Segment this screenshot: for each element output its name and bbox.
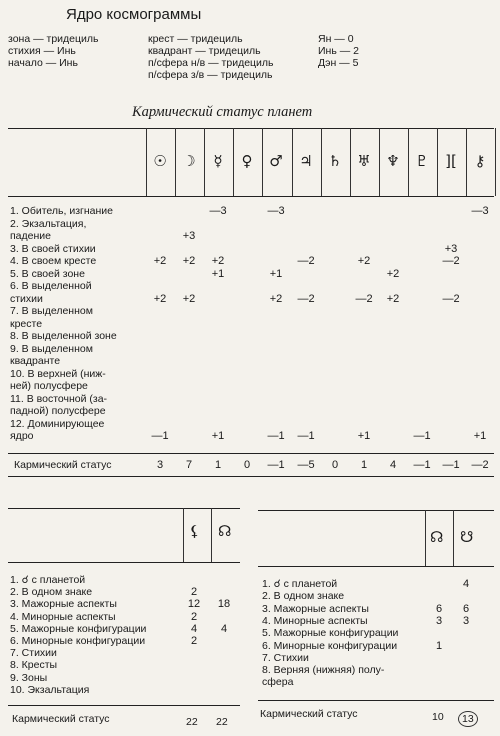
karmic-cell-value: —3 (471, 205, 489, 217)
karmic-cell-value: —2 (297, 293, 315, 305)
karmic-row-label: 2. Экзальтация, (10, 218, 87, 230)
karmic-cell-value: —2 (355, 293, 373, 305)
nucleus-line: крест — тридециль (148, 33, 243, 45)
small-table-cell-value: 18 (217, 598, 231, 610)
karmic-row-label: падной) полусфере (10, 405, 106, 417)
nucleus-line: п/сфера з/в — тридециль (148, 69, 273, 81)
karmic-cell-value: +2 (211, 255, 225, 267)
karmic-row-label: 9. В выделенном (10, 343, 93, 355)
left-table-header-rule (8, 562, 240, 563)
left-status-rule (8, 705, 240, 706)
karmic-row-label: 8. В выделенной зоне (10, 330, 117, 342)
header-col-rule (495, 128, 496, 196)
small-table-cell-value: 2 (190, 611, 198, 623)
mercury-icon: ☿ (213, 152, 223, 170)
karmic-cell-value: +2 (182, 293, 196, 305)
node-icon: ☊ (218, 522, 232, 540)
karmic-title: Кармический статус планет (132, 104, 313, 120)
small-table-row-label: 8. Верняя (нижняя) полу- (262, 664, 385, 676)
karmic-cell-value: —1 (297, 430, 315, 442)
karmic-row-label: 7. В выделенном (10, 305, 93, 317)
north-node-icon: ☊ (430, 528, 444, 546)
small-table-cell-value: 4 (462, 578, 470, 590)
status-bottom-rule (8, 476, 494, 477)
karmic-row-label: 1. Обитель, изгнание (10, 205, 113, 217)
right-table-header-rule (258, 566, 494, 567)
karmic-row-label: 6. В выделенной (10, 280, 92, 292)
karmic-row-label: падение (10, 230, 51, 242)
karmic-cell-value: +2 (269, 293, 283, 305)
karmic-cell-value: —1 (151, 430, 169, 442)
karmic-status-value: 0 (243, 459, 251, 471)
nucleus-line: Ян — 0 (318, 33, 354, 45)
pluto-icon: ♇ (415, 152, 429, 170)
karmic-row-label: ядро (10, 430, 34, 442)
small-table-row-label: 5. Мажорные конфигурации (10, 623, 147, 635)
karmic-cell-value: —1 (267, 430, 285, 442)
proserpina-icon: ][ (445, 152, 457, 170)
small-table-cell-value: 2 (190, 586, 198, 598)
karmic-cell-value: +2 (153, 255, 167, 267)
karmic-cell-value: +2 (357, 255, 371, 267)
karmic-cell-value: +2 (182, 255, 196, 267)
karmic-cell-value: —2 (442, 293, 460, 305)
karmic-cell-value: +3 (182, 230, 196, 242)
south-node-icon: ☋ (460, 528, 474, 546)
small-table-row-label: 10. Экзальтация (10, 684, 90, 696)
small-table-row-label: 9. Зоны (10, 672, 48, 684)
karmic-cell-value: —3 (209, 205, 227, 217)
status-top-rule (8, 453, 494, 454)
small-table-row-label: 4. Минорные аспекты (10, 611, 116, 623)
nucleus-title: Ядро космограммы (66, 6, 202, 23)
small-table-cell-value: 3 (435, 615, 443, 627)
karmic-cell-value: +2 (386, 268, 400, 280)
sun-icon: ☉ (153, 152, 167, 170)
karmic-row-label: ней) полусфере (10, 380, 88, 392)
moon-icon: ☽ (182, 152, 196, 170)
left-table-top-rule (8, 508, 240, 509)
small-table-row-label: 3. Мажорные аспекты (10, 598, 117, 610)
small-table-cell-value: 12 (187, 598, 201, 610)
venus-icon: ♀ (241, 152, 253, 170)
left-table-col-rule (211, 508, 212, 562)
karmic-status-value: 3 (156, 459, 164, 471)
small-table-row-label: 7. Стихии (262, 652, 309, 664)
header-bottom-rule (8, 196, 494, 197)
small-table-cell-value: 2 (190, 635, 198, 647)
karmic-cell-value: +2 (153, 293, 167, 305)
saturn-icon: ♄ (328, 152, 342, 170)
lilith-icon: ⚸ (189, 522, 200, 540)
small-table-row-label: 5. Мажорные конфигурации (262, 627, 399, 639)
small-table-cell-value: 3 (462, 615, 470, 627)
small-table-cell-value: 4 (190, 623, 198, 635)
small-table-row-label: 4. Минорные аспекты (262, 615, 368, 627)
karmic-status-value: 4 (389, 459, 397, 471)
karmic-row-label: 10. В верхней (ниж- (10, 368, 106, 380)
small-table-row-label: 6. Минорные конфигурации (262, 640, 398, 652)
small-table-row-label: 1. ☌ с планетой (10, 574, 86, 586)
karmic-cell-value: +1 (211, 268, 225, 280)
karmic-status-value: —1 (442, 459, 460, 471)
karmic-status-label: Кармический статус (14, 459, 112, 471)
karmic-row-label: 5. В своей зоне (10, 268, 85, 280)
karmic-cell-value: +1 (473, 430, 487, 442)
karmic-cell-value: —3 (267, 205, 285, 217)
karmic-status-value: —1 (413, 459, 431, 471)
karmic-cell-value: +1 (211, 430, 225, 442)
karmic-row-label: 3. В своей стихии (10, 243, 96, 255)
small-table-row-label: сфера (262, 676, 294, 688)
karmic-status-value: 7 (185, 459, 193, 471)
jupiter-icon: ♃ (299, 152, 313, 170)
karmic-status-value: —2 (471, 459, 489, 471)
small-table-row-label: 7. Стихии (10, 647, 57, 659)
right-status-value-circled: 13 (458, 711, 478, 727)
karmic-row-label: 12. Доминирующее (10, 418, 105, 430)
karmic-status-value: —1 (267, 459, 285, 471)
small-table-cell-value: 6 (435, 603, 443, 615)
karmic-status-value: 1 (360, 459, 368, 471)
karmic-row-label: кресте (10, 318, 43, 330)
chiron-icon: ⚷ (474, 152, 486, 170)
karmic-cell-value: +1 (269, 268, 283, 280)
nucleus-line: зона — тридециль (8, 33, 99, 45)
left-status-value: 22 (186, 716, 198, 728)
right-status-rule (258, 700, 494, 701)
small-table-row-label: 6. Минорные конфигурации (10, 635, 146, 647)
karmic-status-value: 0 (331, 459, 339, 471)
small-table-row-label: 3. Мажорные аспекты (262, 603, 369, 615)
nucleus-line: начало — Инь (8, 57, 78, 69)
karmic-cell-value: —1 (413, 430, 431, 442)
karmic-cell-value: +2 (386, 293, 400, 305)
right-status-value: 10 (432, 711, 444, 723)
right-table-col-rule (425, 510, 426, 566)
karmic-row-label: 11. В восточной (за- (10, 393, 108, 405)
small-table-cell-value: 1 (435, 640, 443, 652)
karmic-status-value: 1 (214, 459, 222, 471)
left-status-label: Кармический статус (12, 713, 110, 725)
nucleus-line: стихия — Инь (8, 45, 76, 57)
nucleus-line: Инь — 2 (318, 45, 359, 57)
nucleus-line: п/сфера н/в — тридециль (148, 57, 274, 69)
karmic-row-label: квадранте (10, 355, 61, 367)
karmic-cell-value: +3 (444, 243, 458, 255)
left-status-value: 22 (216, 716, 228, 728)
right-table-top-rule (258, 510, 494, 511)
right-table-col-rule (453, 510, 454, 566)
nucleus-line: Дэн — 5 (318, 57, 359, 69)
nucleus-line: квадрант — тридециль (148, 45, 261, 57)
karmic-cell-value: +1 (357, 430, 371, 442)
karmic-cell-value: —2 (442, 255, 460, 267)
small-table-row-label: 2. В одном знаке (262, 590, 345, 602)
small-table-row-label: 1. ☌ с планетой (262, 578, 338, 590)
neptune-icon: ♆ (386, 152, 400, 170)
left-table-col-rule (183, 508, 184, 562)
small-table-row-label: 8. Кресты (10, 659, 58, 671)
karmic-cell-value: —2 (297, 255, 315, 267)
small-table-row-label: 2. В одном знаке (10, 586, 93, 598)
right-status-label: Кармический статус (260, 708, 358, 720)
small-table-cell-value: 6 (462, 603, 470, 615)
uranus-icon: ♅ (357, 152, 371, 170)
karmic-row-label: стихии (10, 293, 43, 305)
table-top-rule (8, 128, 494, 129)
karmic-row-label: 4. В своем кресте (10, 255, 97, 267)
mars-icon: ♂ (269, 152, 283, 170)
small-table-cell-value: 4 (220, 623, 228, 635)
karmic-status-value: —5 (297, 459, 315, 471)
